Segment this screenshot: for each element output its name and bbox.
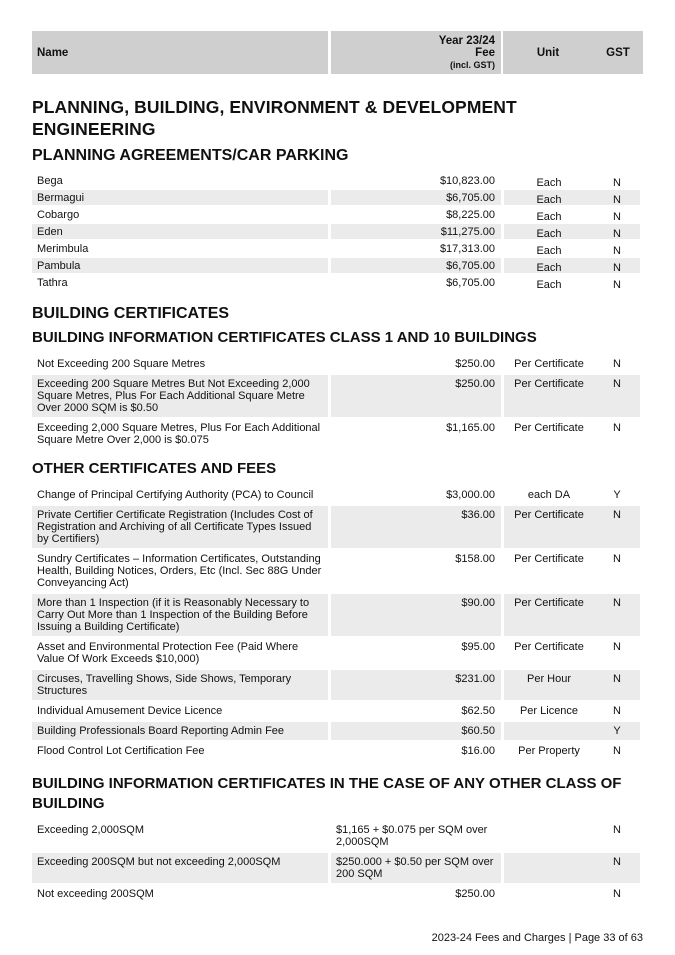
row-fee: $1,165 + $0.075 per SQM over 2,000SQM — [336, 824, 488, 848]
row-unit — [504, 821, 594, 851]
bic-other-title: BUILDING INFORMATION CERTIFICATES IN THE CASE OF ANY OTHER CLASS OF BUILDING — [32, 775, 622, 812]
row-unit-gst — [504, 885, 640, 903]
row-gst: N — [613, 888, 621, 900]
row-gst: N — [613, 597, 621, 609]
header-unit: Unit — [536, 46, 560, 59]
row-unit: Per Certificate — [514, 378, 584, 390]
row-fee: $1,165.00 — [446, 422, 495, 434]
row-unit: Per Property — [518, 745, 580, 757]
row-unit: Each — [536, 177, 562, 189]
row-name: Eden — [32, 224, 328, 239]
row-name: Exceeding 200SQM but not exceeding 2,000SQM — [32, 853, 328, 883]
building-certificates-title: BUILDING CERTIFICATES — [32, 305, 230, 322]
table-row — [32, 506, 643, 548]
row-unit-gst — [504, 241, 640, 256]
row-unit-gst — [504, 670, 640, 700]
row-unit-gst — [504, 173, 640, 188]
row-unit — [504, 853, 594, 883]
table-row — [32, 742, 643, 760]
table-row — [32, 638, 643, 668]
row-unit: Each — [536, 245, 562, 257]
row-unit: Each — [536, 228, 562, 240]
row-fee: $250.000 + $0.50 per SQM over 200 SQM — [331, 853, 501, 883]
row-unit-gst — [504, 419, 640, 449]
row-name: Exceeding 2,000 Square Metres, Plus For Each Additional Square Metre Over 2,000 is $0.075 — [37, 422, 321, 446]
header-name: Name — [32, 31, 328, 74]
row-unit-gst — [504, 550, 640, 592]
row-gst: N — [613, 824, 621, 836]
row-unit-gst — [504, 506, 640, 548]
table-header — [32, 31, 643, 74]
table-row — [32, 190, 643, 205]
row-fee: $3,000.00 — [446, 489, 495, 501]
row-unit-gst — [504, 275, 640, 290]
row-unit-gst — [504, 190, 640, 205]
row-unit-gst — [504, 638, 640, 668]
row-unit: Each — [536, 262, 562, 274]
row-fee: $36.00 — [331, 506, 501, 548]
row-name: Change of Principal Certifying Authority (PCA) to Council — [37, 489, 314, 501]
table-row — [32, 275, 643, 290]
row-gst: N — [613, 673, 621, 685]
header-fee-line1: Year 23/24 — [438, 35, 495, 47]
other-certificates-table — [32, 486, 643, 760]
row-name: Not Exceeding 200 Square Metres — [37, 358, 206, 370]
table-row — [32, 594, 643, 636]
row-unit: Per Certificate — [514, 641, 584, 653]
row-name: Not exceeding 200SQM — [37, 888, 154, 900]
planning-title: PLANNING AGREEMENTS/CAR PARKING — [32, 147, 349, 164]
row-fee: $62.50 — [461, 705, 495, 717]
row-fee: $250.00 — [455, 888, 495, 900]
table-row — [32, 821, 643, 851]
row-name: Asset and Environmental Protection Fee (Paid Where Value Of Work Exceeds $10,000) — [37, 641, 299, 665]
row-fee: $158.00 — [455, 553, 495, 565]
row-gst: N — [613, 358, 621, 370]
row-name: Tathra — [37, 277, 68, 289]
row-gst: Y — [613, 725, 621, 737]
table-row — [32, 207, 643, 222]
row-unit-gst — [504, 742, 640, 760]
row-unit: Each — [536, 211, 562, 223]
row-gst: N — [613, 245, 621, 257]
table-row — [32, 419, 643, 449]
section-title: PLANNING, BUILDING, ENVIRONMENT & DEVELOPMENT ENGINEERING — [32, 97, 517, 139]
table-row — [32, 355, 643, 373]
header-fee-line3: (incl. GST) — [450, 60, 495, 70]
row-name: Individual Amusement Device Licence — [37, 705, 223, 717]
row-fee: $8,225.00 — [446, 209, 495, 221]
header-unit-gst — [503, 31, 643, 74]
row-unit: Each — [536, 194, 562, 206]
row-fee: $60.50 — [331, 722, 501, 740]
row-fee: $16.00 — [461, 745, 495, 757]
table-row — [32, 702, 643, 720]
row-fee: $10,823.00 — [439, 175, 495, 187]
row-gst: N — [613, 378, 621, 390]
row-unit-gst — [504, 853, 640, 883]
row-unit-gst — [504, 486, 640, 504]
table-row — [32, 224, 643, 239]
row-unit — [504, 885, 594, 903]
row-fee: $11,275.00 — [331, 224, 501, 239]
row-gst: N — [613, 279, 621, 291]
row-gst: N — [613, 509, 621, 521]
row-unit-gst — [504, 224, 640, 239]
row-fee: $17,313.00 — [439, 243, 495, 255]
table-row — [32, 722, 643, 740]
other-certificates-title: OTHER CERTIFICATES AND FEES — [32, 460, 277, 477]
row-unit-gst — [504, 702, 640, 720]
table-row — [32, 375, 643, 417]
table-row — [32, 853, 643, 883]
row-fee: $6,705.00 — [331, 190, 501, 205]
row-gst: N — [613, 422, 621, 434]
row-unit-gst — [504, 355, 640, 373]
table-row — [32, 173, 643, 188]
row-unit: each DA — [527, 489, 571, 501]
row-unit-gst — [504, 207, 640, 222]
row-unit-gst — [504, 722, 640, 740]
table-row — [32, 241, 643, 256]
table-row — [32, 670, 643, 700]
row-name: Pambula — [32, 258, 328, 273]
row-fee: $231.00 — [331, 670, 501, 700]
row-unit: Per Certificate — [514, 358, 584, 370]
header-fee-line2: Fee — [475, 47, 495, 59]
row-gst: N — [613, 194, 621, 206]
row-name: More than 1 Inspection (if it is Reasonably Necessary to Carry Out More than 1 Inspection of the Building Before Issuing a Building Certificate) — [32, 594, 328, 636]
row-name: Exceeding 2,000SQM — [37, 824, 145, 836]
row-gst: N — [613, 553, 621, 565]
row-unit: Per Certificate — [514, 422, 584, 434]
bic-other-table — [32, 821, 643, 903]
row-unit-gst — [504, 594, 640, 636]
row-unit: Per Licence — [519, 705, 579, 717]
header-fee — [331, 31, 501, 74]
row-fee: $6,705.00 — [331, 258, 501, 273]
table-row — [32, 885, 643, 903]
fees-page — [32, 31, 643, 905]
row-name: Bega — [37, 175, 63, 187]
table-row — [32, 258, 643, 273]
row-unit-gst — [504, 258, 640, 273]
table-row — [32, 486, 643, 504]
planning-table — [32, 173, 643, 290]
row-gst: N — [613, 705, 621, 717]
row-name: Building Professionals Board Reporting Admin Fee — [32, 722, 328, 740]
row-fee: $250.00 — [331, 375, 501, 417]
row-gst: N — [613, 856, 621, 868]
row-fee: $250.00 — [455, 358, 495, 370]
row-fee: $6,705.00 — [446, 277, 495, 289]
row-name: Bermagui — [32, 190, 328, 205]
row-unit: Per Certificate — [514, 509, 584, 521]
row-name: Cobargo — [37, 209, 80, 221]
row-fee: $95.00 — [461, 641, 495, 653]
row-unit: Per Certificate — [514, 597, 584, 609]
page-footer: 2023-24 Fees and Charges | Page 33 of 63 — [431, 932, 643, 944]
row-name: Private Certifier Certificate Registration (Includes Cost of Registration and Archiving of all Certificate Types Issued by Certifiers) — [32, 506, 328, 548]
row-gst: N — [613, 228, 621, 240]
row-unit: Each — [536, 279, 562, 291]
row-unit — [504, 722, 594, 740]
row-fee: $90.00 — [331, 594, 501, 636]
row-gst: N — [613, 262, 621, 274]
row-gst: N — [613, 641, 621, 653]
row-name: Circuses, Travelling Shows, Side Shows, Temporary Structures — [32, 670, 328, 700]
row-name: Sundry Certificates – Information Certificates, Outstanding Health, Building Notices, Orders, Etc (Incl. Sec 88G Under Conveyancing Act) — [37, 553, 322, 589]
table-row — [32, 550, 643, 592]
row-unit-gst — [504, 821, 640, 851]
row-unit-gst — [504, 375, 640, 417]
row-name: Flood Control Lot Certification Fee — [37, 745, 205, 757]
row-unit: Per Certificate — [514, 553, 584, 565]
row-gst: N — [613, 745, 621, 757]
row-name: Exceeding 200 Square Metres But Not Exceeding 2,000 Square Metres, Plus For Each Additional Square Metre Over 2000 SQM is $0.50 — [32, 375, 328, 417]
row-gst: N — [613, 177, 621, 189]
row-name: Merimbula — [37, 243, 89, 255]
bic-class1-title: BUILDING INFORMATION CERTIFICATES CLASS 1 AND 10 BUILDINGS — [32, 329, 537, 346]
header-gst: GST — [606, 46, 630, 59]
row-gst: Y — [613, 489, 621, 501]
row-gst: N — [613, 211, 621, 223]
bic-class1-table — [32, 355, 643, 449]
row-unit: Per Hour — [526, 673, 572, 685]
